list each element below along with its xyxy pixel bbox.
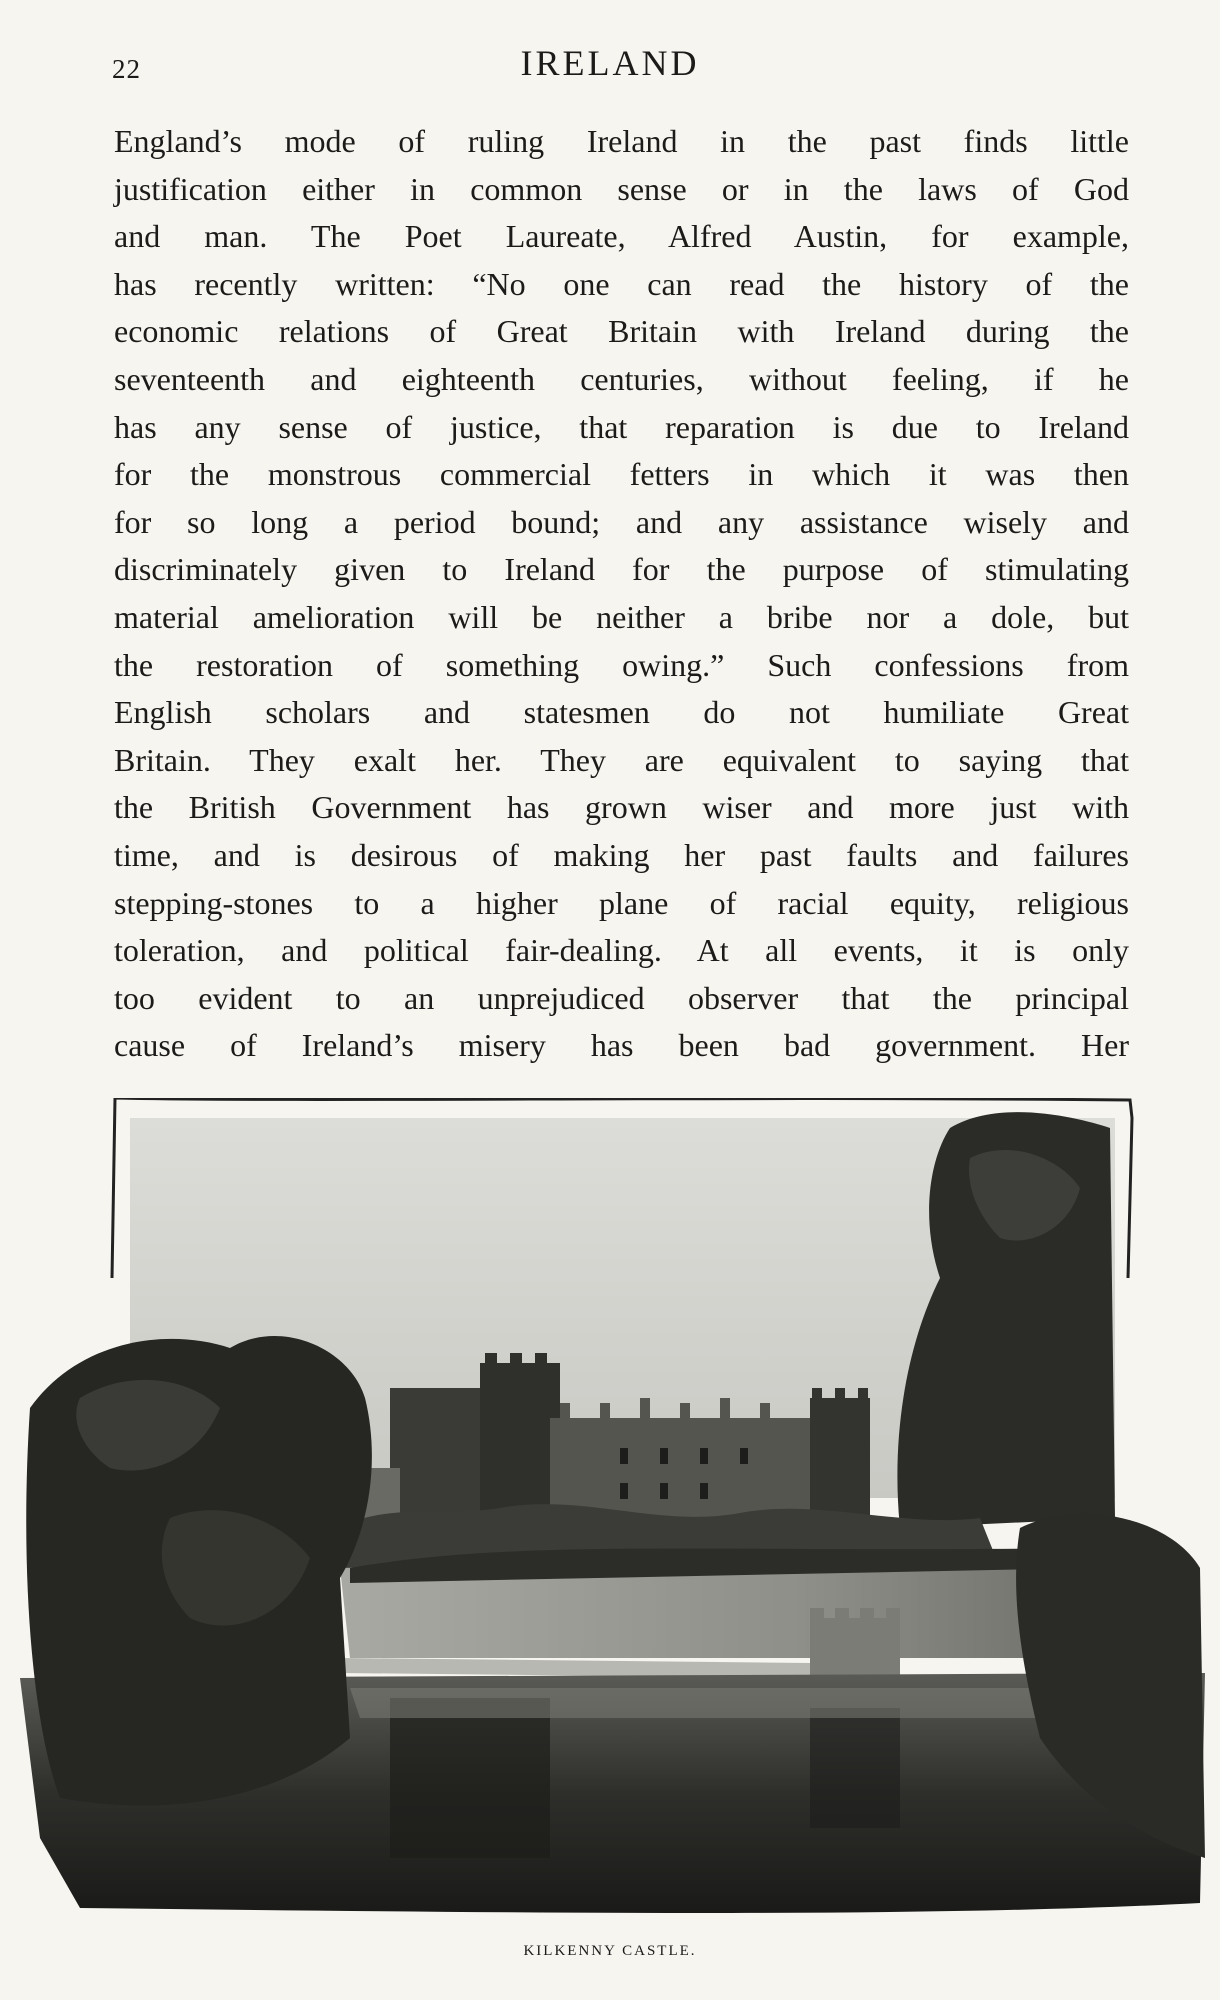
text-line: material amelioration will be neither a bribe nor a dole, but <box>114 598 1129 635</box>
kilkenny-castle-illustration <box>20 1098 1205 1928</box>
figure-caption: KILKENNY CASTLE. <box>523 1943 697 1959</box>
text-line: for the monstrous commercial fetters in which it was then <box>114 456 1129 493</box>
body-text <box>114 118 1129 1070</box>
text-line: for so long a period bound; and any assistance wisely and <box>114 503 1129 540</box>
text-line: toleration, and political fair-dealing. At all events, it is only <box>114 932 1129 969</box>
text-line: and man. The Poet Laureate, Alfred Austin, for example, <box>114 218 1129 255</box>
text-line: cause of Ireland’s misery has been bad government. Her <box>114 1027 1129 1064</box>
text-line: economic relations of Great Britain with Ireland during the <box>114 313 1129 350</box>
text-line: time, and is desirous of making her past faults and failures <box>114 836 1129 873</box>
text-line: discriminately given to Ireland for the purpose of stimulating <box>114 551 1129 588</box>
running-title: IRELAND <box>520 43 700 83</box>
text-line: the restoration of something owing.” Such confessions from <box>114 646 1129 683</box>
text-line: England’s mode of ruling Ireland in the past finds little <box>114 123 1129 159</box>
text-line: too evident to an unprejudiced observer that the principal <box>114 979 1129 1016</box>
text-line: has recently written: “No one can read the history of the <box>114 265 1129 302</box>
text-line: justification either in common sense or in the laws of God <box>114 170 1129 207</box>
page-number: 22 <box>112 54 141 84</box>
text-line: English scholars and statesmen do not humiliate Great <box>114 694 1129 731</box>
text-line: seventeenth and eighteenth centuries, without feeling, if he <box>114 360 1129 397</box>
text-line: the British Government has grown wiser and more just with <box>114 789 1129 826</box>
text-line: stepping-stones to a higher plane of racial equity, religious <box>114 884 1129 921</box>
text-line: Britain. They exalt her. They are equivalent to saying that <box>114 741 1129 778</box>
text-line: has any sense of justice, that reparation is due to Ireland <box>114 408 1129 445</box>
